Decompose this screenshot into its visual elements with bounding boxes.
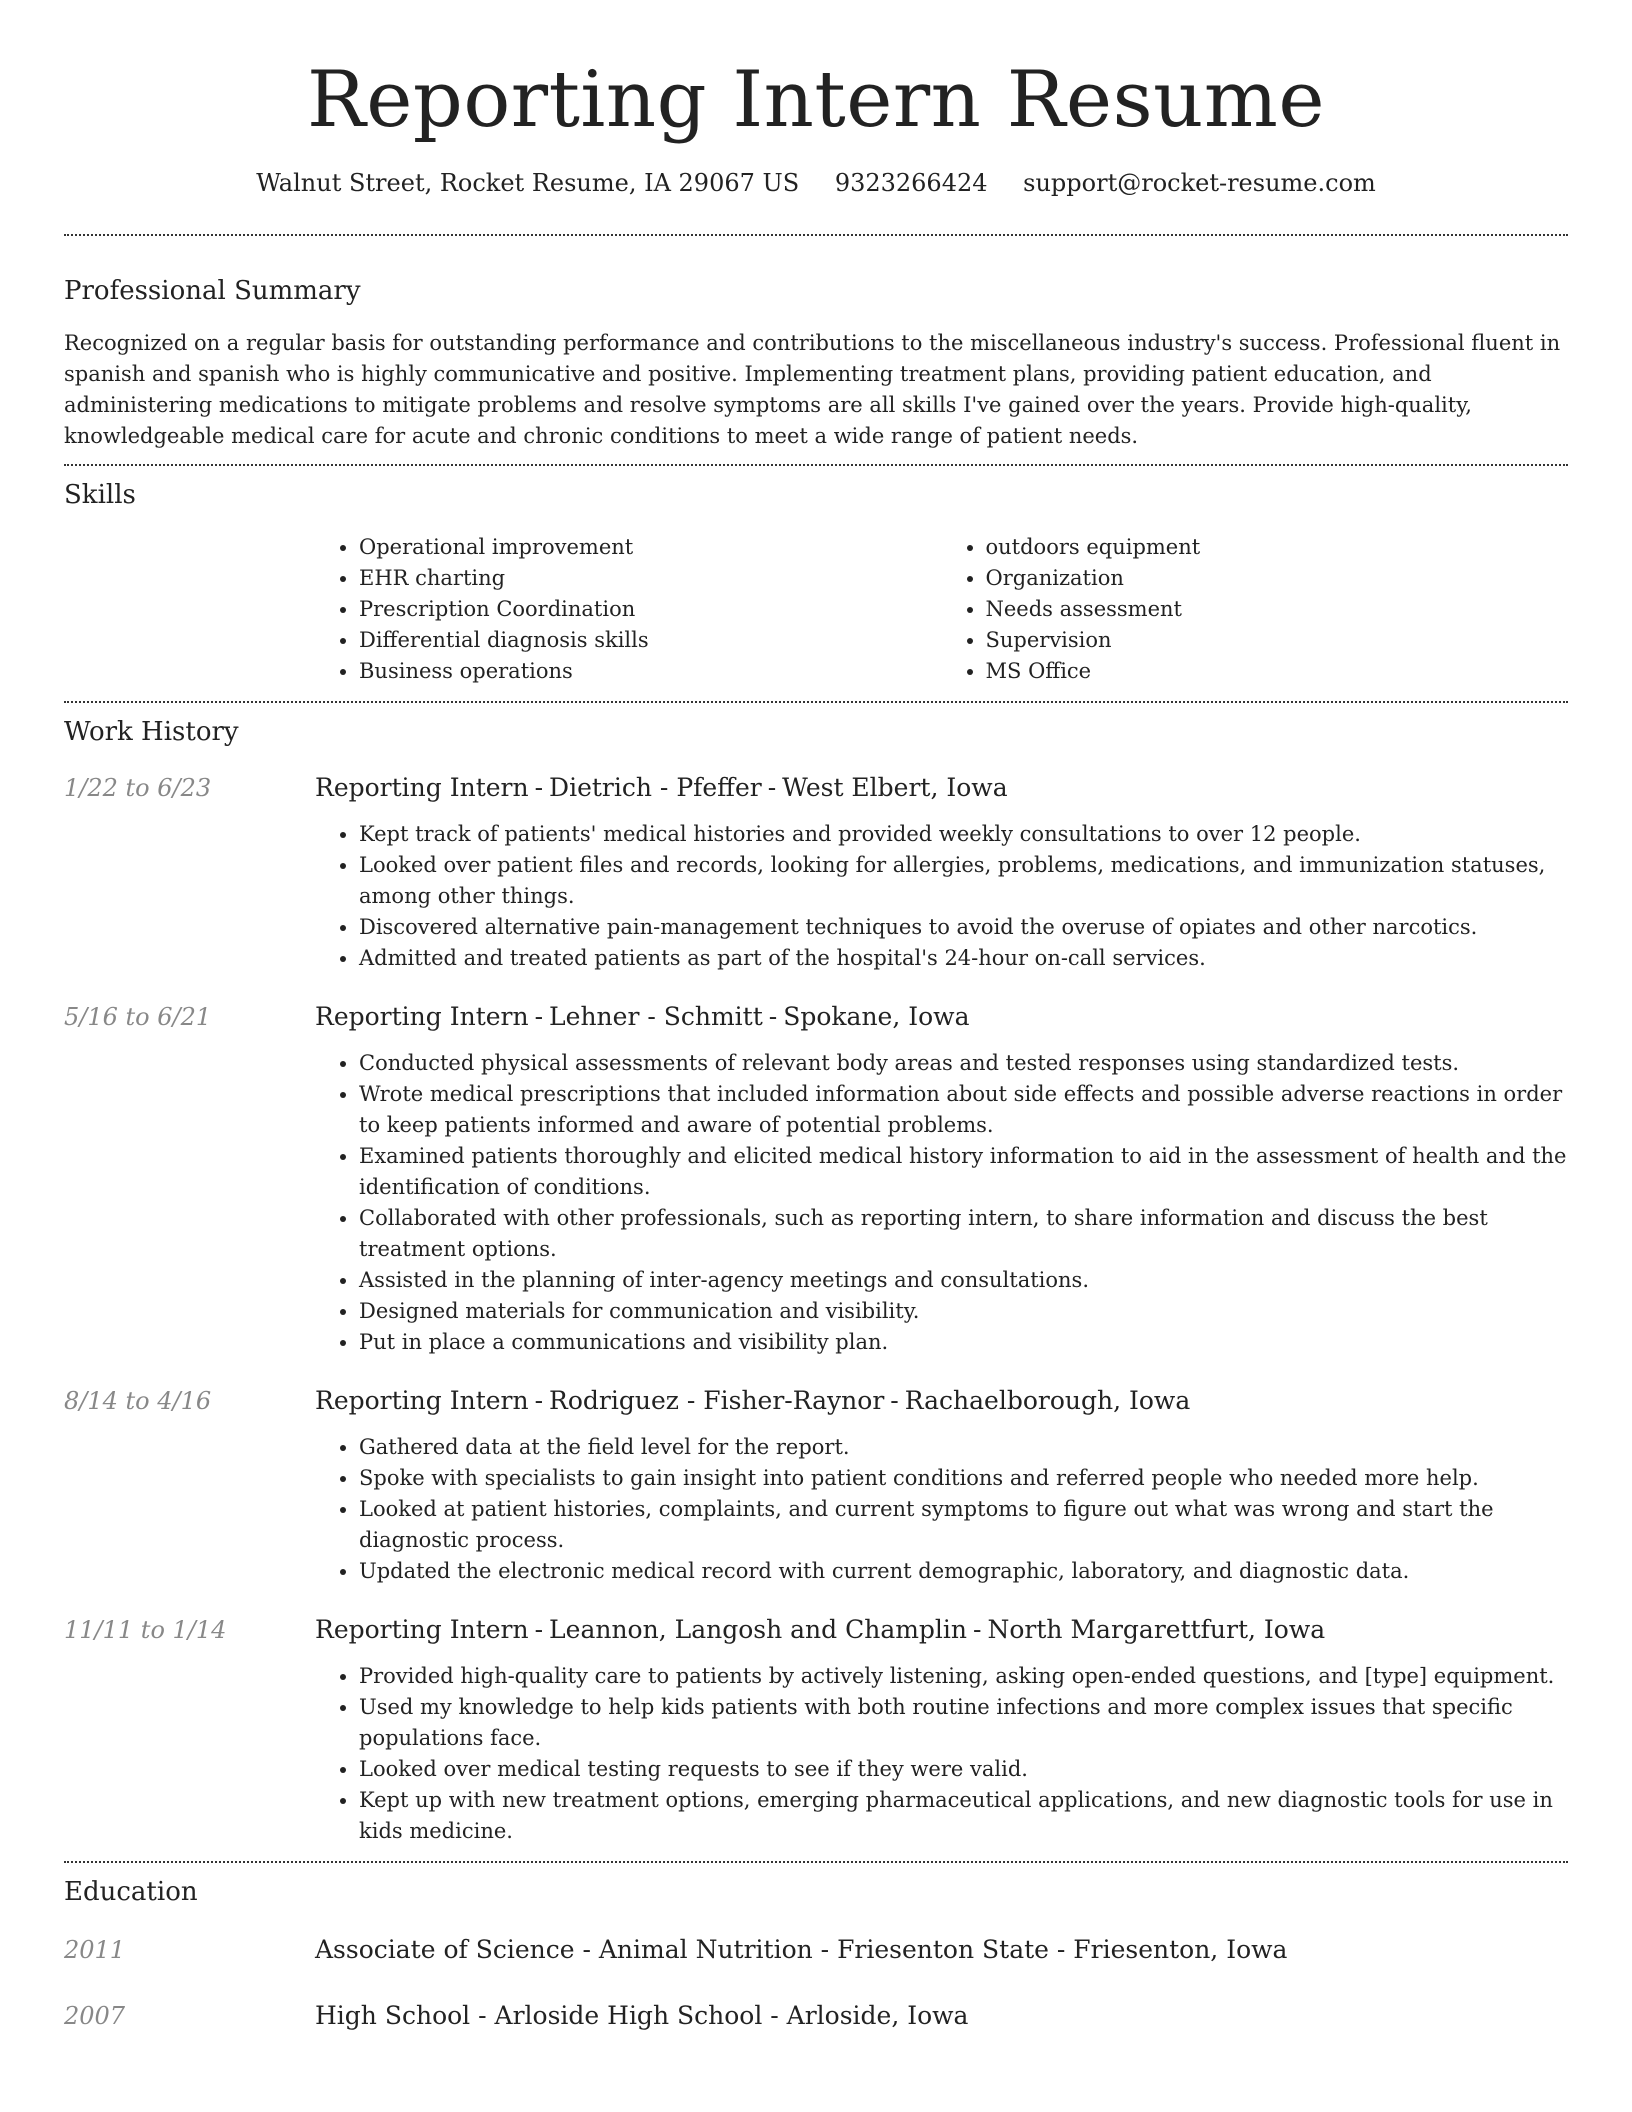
job-bullet: • Wrote medical prescriptions that included information about side effects and possible adverse reactions in order to keep patients informed and aware of potential problems. [359,1079,1568,1141]
job-bullet: • Provided high-quality care to patients by actively listening, asking open-ended questions, and [type] equipment. [359,1661,1568,1692]
education-section [64,1875,1568,2033]
job-role: Reporting Intern [315,1615,529,1644]
job-bullet: • Kept up with new treatment options, emerging pharmaceutical applications, and new diagnostic tools for use in kids medicine. [359,1785,1568,1847]
job-company: Rodriguez - Fisher-Raynor [549,1386,885,1415]
skill-item: • Organization [986,563,1569,594]
skill-item: • Needs assessment [986,594,1569,625]
section-title-education: Education [64,1877,198,1907]
job-location: Rachaelborough, Iowa [904,1386,1191,1415]
contact-phone: 9323266424 [834,169,988,197]
job-location: Spokane, Iowa [783,1002,970,1031]
job-bullet: • Updated the electronic medical record with current demographic, laboratory, and diagnostic data. [359,1556,1568,1587]
job-dates: 1/22 to 6/23 [64,774,212,802]
skill-item: • Differential diagnosis skills [359,625,942,656]
skills-column-left [315,532,942,687]
job-entry [64,1384,1568,1587]
section-title-summary: Professional Summary [64,276,361,306]
job-bullet: • Looked at patient histories, complaints, and current symptoms to figure out what was wrong and start the diagnostic process. [359,1494,1568,1556]
job-location: North Margarettfurt, Iowa [987,1615,1326,1644]
job-dates: 5/16 to 6/21 [64,1003,212,1031]
summary-section [64,274,1568,452]
skill-item: • outdoors equipment [986,532,1569,563]
job-role: Reporting Intern [315,1386,529,1415]
education-text: High School - Arloside High School - Arloside, Iowa [315,2001,969,2030]
skills-column-right [942,532,1569,687]
job-dates: 8/14 to 4/16 [64,1387,212,1415]
job-location: West Elbert, Iowa [782,773,1008,802]
summary-text: Recognized on a regular basis for outstanding performance and contributions to the miscellaneous industry's success. Professional fluent in spanish and spanish who is highly communicative and positive. Implementing treatment plans, providing patient education, and administering medications to mitigate problems and resolve symptoms are all skills I've gained over the years. Provide high-quality, knowledgeable medical care for acute and chronic conditions to meet a wide range of patient needs. [64,331,1561,448]
job-company: Leannon, Langosh and Champlin [549,1615,968,1644]
job-bullet: • Examined patients thoroughly and elicited medical history information to aid in the assessment of health and the identification of conditions. [359,1141,1568,1203]
skills-section [64,478,1568,687]
job-bullets [315,1661,1568,1847]
skills-list [315,532,1568,687]
education-year: 2007 [64,2002,126,2030]
skill-item: • MS Office [986,656,1569,687]
job-bullet: • Gathered data at the field level for the report. [359,1432,1568,1463]
skill-item: • EHR charting [359,563,942,594]
job-bullet: • Collaborated with other professionals, such as reporting intern, to share information and discuss the best treatment options. [359,1203,1568,1265]
job-bullet: • Kept track of patients' medical histories and provided weekly consultations to over 12 people. [359,819,1568,850]
job-bullet: • Looked over medical testing requests to see if they were valid. [359,1754,1568,1785]
job-role: Reporting Intern [315,773,529,802]
job-bullet: • Designed materials for communication and visibility. [359,1296,1568,1327]
education-text: Associate of Science - Animal Nutrition - Friesenton State - Friesenton, Iowa [315,1935,1288,1964]
job-header [64,1000,1568,1034]
job-bullets [315,819,1568,974]
job-title: Reporting Intern - Leannon, Langosh and Champlin - North Margarettfurt, Iowa [315,1615,1326,1644]
contact-email: support@rocket-resume.com [1023,169,1376,197]
resume-title: Reporting Intern Resume [307,55,1325,145]
job-title: Reporting Intern - Rodriguez - Fisher-Raynor - Rachaelborough, Iowa [315,1386,1191,1415]
education-entry [64,1933,1568,1967]
skill-item: • Operational improvement [359,532,942,563]
contact-line [64,166,1568,200]
job-bullet: • Conducted physical assessments of relevant body areas and tested responses using standardized tests. [359,1048,1568,1079]
job-dates: 11/11 to 1/14 [64,1616,227,1644]
section-title-skills: Skills [64,480,136,510]
job-company: Lehner - Schmitt [549,1002,763,1031]
job-bullet: • Looked over patient files and records, looking for allergies, problems, medications, and immunization statuses, among other things. [359,850,1568,912]
job-company: Dietrich - Pfeffer [549,773,762,802]
job-bullet: • Admitted and treated patients as part of the hospital's 24-hour on-call services. [359,943,1568,974]
job-header [64,771,1568,805]
job-entry [64,1000,1568,1358]
job-bullet: • Assisted in the planning of inter-agency meetings and consultations. [359,1265,1568,1296]
job-bullets [315,1432,1568,1587]
education-year: 2011 [64,1936,126,1964]
job-bullet: • Discovered alternative pain-management techniques to avoid the overuse of opiates and other narcotics. [359,912,1568,943]
job-bullet: • Spoke with specialists to gain insight into patient conditions and referred people who needed more help. [359,1463,1568,1494]
work-history-section [64,715,1568,1847]
job-header [64,1613,1568,1647]
job-bullets [315,1048,1568,1358]
divider [64,234,1568,236]
job-bullet: • Used my knowledge to help kids patients with both routine infections and more complex issues that specific populations face. [359,1692,1568,1754]
divider [64,464,1568,466]
skill-item: • Supervision [986,625,1569,656]
divider [64,1861,1568,1863]
education-entry [64,1999,1568,2033]
job-title: Reporting Intern - Dietrich - Pfeffer - West Elbert, Iowa [315,773,1008,802]
job-role: Reporting Intern [315,1002,529,1031]
section-title-work: Work History [64,717,239,747]
job-entry [64,1613,1568,1847]
contact-address: Walnut Street, Rocket Resume, IA 29067 US [256,169,800,197]
job-header [64,1384,1568,1418]
divider [64,701,1568,703]
job-bullet: • Put in place a communications and visibility plan. [359,1327,1568,1358]
skill-item: • Business operations [359,656,942,687]
job-title: Reporting Intern - Lehner - Schmitt - Spokane, Iowa [315,1002,970,1031]
job-entry [64,771,1568,974]
skill-item: • Prescription Coordination [359,594,942,625]
